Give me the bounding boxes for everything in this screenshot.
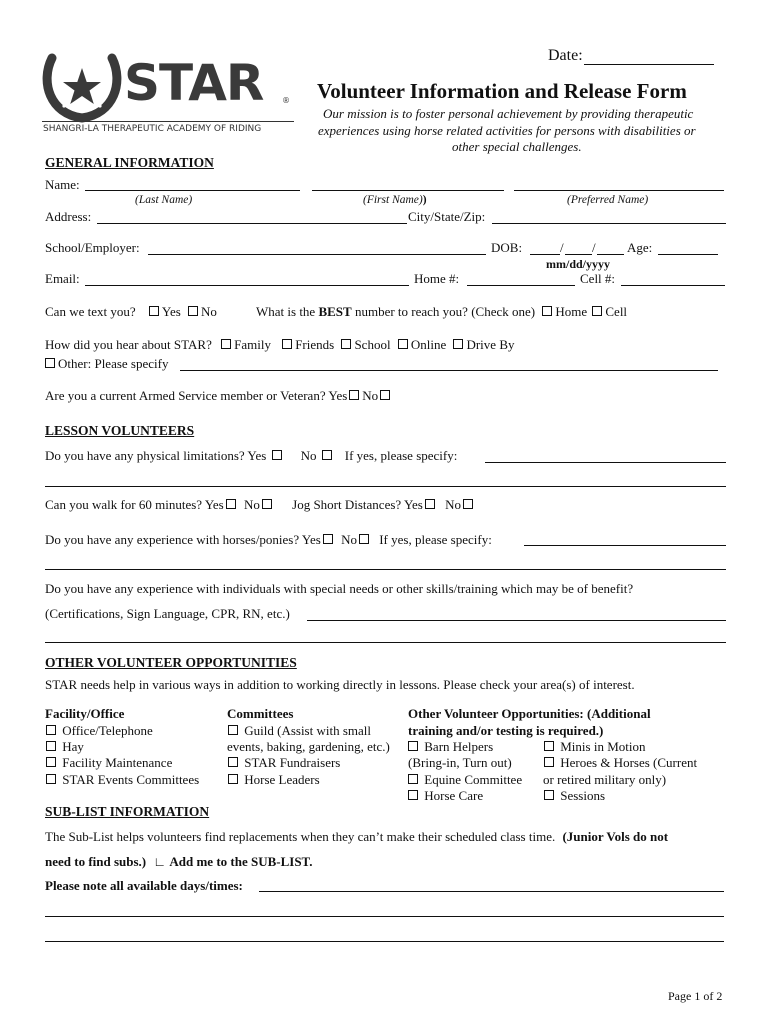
mission-line-1: Our mission is to foster personal achievement by providing therapeutic (323, 106, 694, 121)
best-home-checkbox[interactable] (542, 306, 552, 316)
horse-care-checkbox[interactable] (408, 790, 418, 800)
committee-item: STAR Fundraisers (226, 755, 340, 771)
other-heading: OTHER VOLUNTEER OPPORTUNITIES (45, 655, 297, 670)
hear-online-checkbox[interactable] (398, 339, 408, 349)
certifications-line-2[interactable] (45, 642, 726, 643)
best-number-row: What is the BEST number to reach you? (Check one) Home Cell (256, 304, 628, 319)
physical-row: Do you have any physical limitations? Yes No If yes, please specify: (45, 448, 458, 463)
available-days-label: Please note all available days/times: (45, 878, 243, 893)
sessions-checkbox[interactable] (544, 790, 554, 800)
barn-helpers-checkbox[interactable] (408, 741, 418, 751)
mission-line-2: experiences using horse related activities for persons with disabilities or (318, 123, 696, 138)
address-label: Address: (45, 209, 92, 224)
opp-item: Heroes & Horses (Current (542, 755, 697, 771)
facility-item: Office/Telephone (44, 723, 153, 739)
hear-about-row: How did you hear about STAR? Family Friends School Online Drive By (45, 337, 515, 352)
home-phone-label: Home #: (414, 271, 460, 286)
physical-no-checkbox[interactable] (322, 450, 332, 460)
physical-specify-line-2[interactable] (45, 486, 726, 487)
walk-row: Can you walk for 60 minutes? Yes No Jog Short Distances? Yes No (45, 497, 476, 513)
armed-no-checkbox[interactable] (380, 390, 390, 400)
physical-yes-checkbox[interactable] (272, 450, 282, 460)
jog-no-checkbox[interactable] (463, 499, 473, 509)
star-events-checkbox[interactable] (46, 774, 56, 784)
preferred-name-hint: (Preferred Name) (567, 194, 649, 206)
facility-item: Hay (44, 739, 84, 755)
hear-driveby-checkbox[interactable] (453, 339, 463, 349)
horse-leaders-checkbox[interactable] (228, 774, 238, 784)
page-number: Page 1 of 2 (668, 989, 723, 1003)
guild-checkbox[interactable] (228, 725, 238, 735)
physical-specify-field[interactable] (485, 462, 726, 463)
text-question-row: Can we text you? Yes No (45, 304, 217, 319)
certifications-field[interactable] (307, 620, 726, 621)
hear-family-checkbox[interactable] (221, 339, 231, 349)
registered-mark: ® (282, 96, 290, 105)
horse-specify-line-2[interactable] (45, 569, 726, 570)
age-label: Age: (627, 240, 653, 255)
facility-item: STAR Events Committees (44, 772, 199, 788)
first-name-hint: (First Name)) (363, 194, 427, 206)
star-logo (42, 52, 297, 142)
opp-item: Sessions (542, 788, 605, 804)
logo-wordmark: STAR (124, 54, 264, 112)
dob-label: DOB: (491, 240, 523, 255)
equine-committee-checkbox[interactable] (408, 774, 418, 784)
facility-heading: Facility/Office (45, 706, 125, 721)
available-days-line-3[interactable] (45, 941, 724, 942)
general-heading: GENERAL INFORMATION (45, 155, 214, 170)
last-name-hint: (Last Name) (135, 194, 193, 206)
add-sublist-checkbox[interactable]: ∟ (153, 854, 167, 869)
dob-format: mm/dd/yyyy (546, 257, 611, 271)
jog-yes-checkbox[interactable] (425, 499, 435, 509)
heroes-checkbox[interactable] (544, 757, 554, 767)
facility-item: Facility Maintenance (44, 755, 172, 771)
school-field[interactable] (148, 254, 486, 255)
fundraisers-checkbox[interactable] (228, 757, 238, 767)
opp-item: Minis in Motion (542, 739, 646, 755)
dob-day-field[interactable] (565, 254, 592, 255)
form-title: Volunteer Information and Release Form (317, 79, 687, 103)
opps-heading-1: Other Volunteer Opportunities: (Additional (408, 706, 651, 721)
lesson-heading: LESSON VOLUNTEERS (45, 423, 195, 438)
hear-friends-checkbox[interactable] (282, 339, 292, 349)
horse-experience-row: Do you have any experience with horses/ponies? Yes No If yes, please specify: (45, 532, 492, 547)
facility-maintenance-checkbox[interactable] (46, 757, 56, 767)
dob-slash-2: / (592, 240, 596, 255)
horse-no-checkbox[interactable] (359, 534, 369, 544)
opps-heading-2: training and/or testing is required.) (408, 723, 604, 738)
date-label: Date: (548, 47, 583, 64)
available-days-line-2[interactable] (45, 916, 724, 917)
horseshoe-star-icon (42, 52, 122, 127)
email-field[interactable] (85, 285, 409, 286)
first-name-field[interactable] (312, 190, 504, 191)
committee-item: Guild (Assist with small (226, 723, 371, 739)
opp-item: Equine Committee (406, 772, 522, 788)
dob-slash-1: / (560, 240, 564, 255)
armed-service-row: Are you a current Armed Service member or Veteran? Yes No (45, 388, 393, 404)
barn-detail: (Bring-in, Turn out) (408, 755, 512, 770)
dob-month-field[interactable] (530, 254, 560, 255)
horse-specify-field[interactable] (524, 545, 726, 546)
mission-line-3: other special challenges. (452, 139, 582, 154)
hay-checkbox[interactable] (46, 741, 56, 751)
last-name-field[interactable] (85, 190, 300, 191)
cell-phone-label: Cell #: (580, 271, 616, 286)
minis-checkbox[interactable] (544, 741, 554, 751)
sublist-heading: SUB-LIST INFORMATION (45, 804, 210, 819)
cell-phone-field[interactable] (621, 285, 725, 286)
other-specify-row: Other: Please specify (43, 356, 168, 372)
text-no-checkbox[interactable] (188, 306, 198, 316)
school-label: School/Employer: (45, 240, 140, 255)
certifications-label: (Certifications, Sign Language, CPR, RN, etc.) (45, 606, 290, 621)
horse-yes-checkbox[interactable] (323, 534, 333, 544)
hear-school-checkbox[interactable] (341, 339, 351, 349)
armed-yes-checkbox[interactable] (349, 390, 359, 400)
dob-year-field[interactable] (597, 254, 624, 255)
date-field[interactable] (584, 64, 714, 65)
sublist-desc-row: The Sub-List helps volunteers find replacements when they can’t make their scheduled class time. (Junior Vols do not (45, 829, 669, 844)
sublist-add-row: need to find subs.) ∟ Add me to the SUB-LIST. (45, 854, 313, 869)
home-phone-field[interactable] (467, 285, 575, 286)
preferred-name-field[interactable] (514, 190, 724, 191)
hear-other-checkbox[interactable] (45, 358, 55, 368)
name-label: Name: (45, 177, 80, 192)
committees-heading: Committees (227, 706, 294, 721)
guild-detail: events, baking, gardening, etc.) (227, 739, 390, 754)
text-yes-checkbox[interactable] (149, 306, 159, 316)
special-needs-question: Do you have any experience with individuals with special needs or other skills/training which may be of benefit? (45, 581, 634, 596)
best-cell-checkbox[interactable] (592, 306, 602, 316)
committee-item: Horse Leaders (226, 772, 320, 788)
logo-rule (42, 121, 294, 122)
city-label: City/State/Zip: (408, 209, 486, 224)
logo-tagline: SHANGRI-LA THERAPEUTIC ACADEMY OF RIDING (43, 124, 262, 134)
other-intro: STAR needs help in various ways in addition to working directly in lessons. Please check your area(s) of interest. (45, 677, 635, 692)
heroes-detail: or retired military only) (543, 772, 667, 787)
opp-item: Barn Helpers (406, 739, 493, 755)
email-label: Email: (45, 271, 80, 286)
city-state-zip-field[interactable] (492, 223, 726, 224)
opp-item: Horse Care (406, 788, 483, 804)
other-specify-field[interactable] (180, 370, 718, 371)
age-field[interactable] (658, 254, 718, 255)
walk-yes-checkbox[interactable] (226, 499, 236, 509)
office-telephone-checkbox[interactable] (46, 725, 56, 735)
text-question: Can we text you? (45, 304, 136, 319)
walk-no-checkbox[interactable] (262, 499, 272, 509)
address-field[interactable] (97, 223, 407, 224)
available-days-field[interactable] (259, 891, 724, 892)
